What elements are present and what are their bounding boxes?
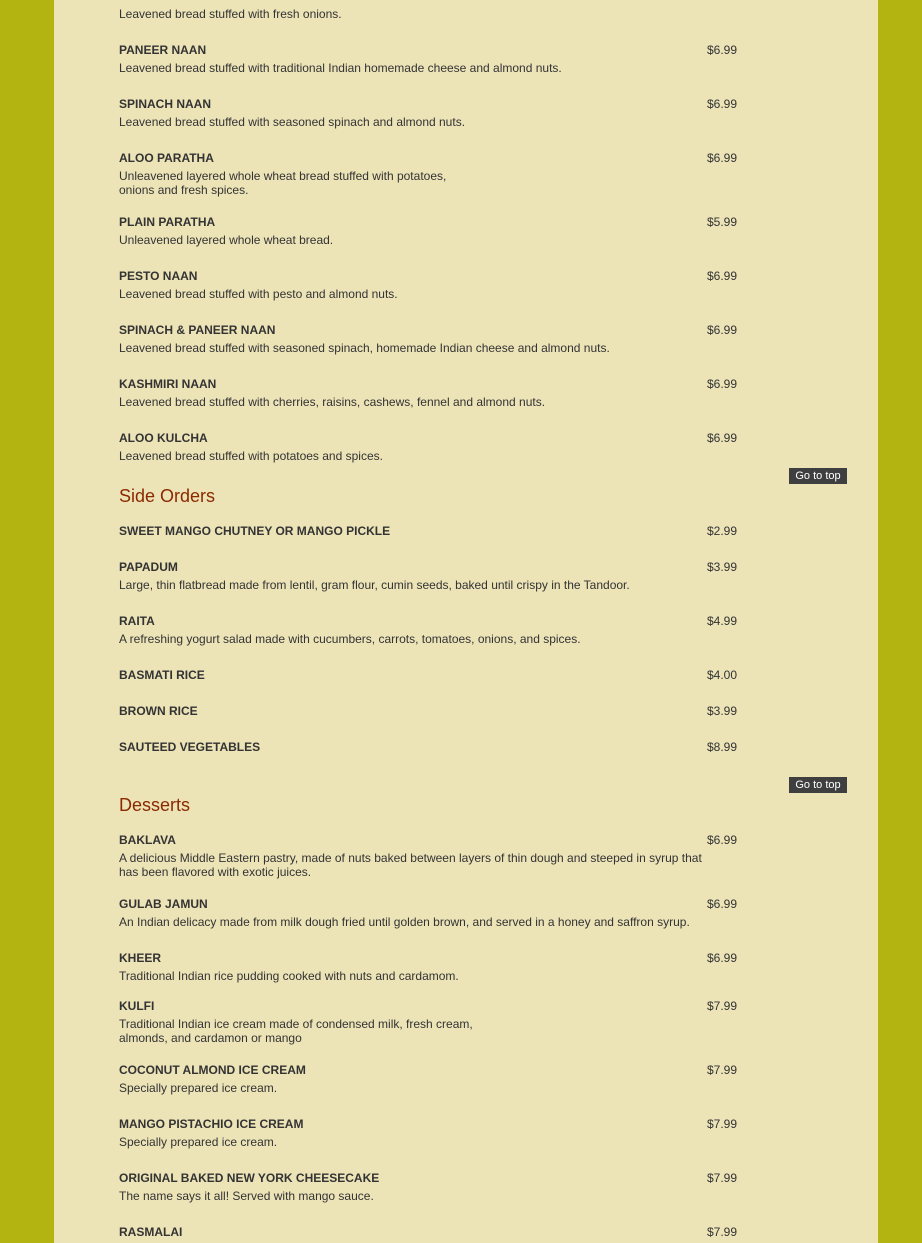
menu-item-name: SWEET MANGO CHUTNEY OR MANGO PICKLE: [119, 524, 391, 538]
go-to-top-button[interactable]: Go to top: [789, 777, 847, 793]
item-description: Large, thin flatbread made from lentil, gram flour, cumin seeds, baked until crispy in the Tandoor.: [119, 578, 630, 592]
menu-item-price: $6.99: [707, 323, 738, 337]
menu-page: [54, 0, 878, 1243]
menu-item-name: BASMATI RICE: [119, 668, 205, 682]
menu-item-price: $7.99: [707, 1063, 738, 1077]
menu-item-price: $6.99: [707, 833, 738, 847]
item-description: Leavened bread stuffed with fresh onions.: [119, 7, 342, 21]
menu-item-price: $6.99: [707, 431, 738, 445]
item-description: Leavened bread stuffed with traditional Indian homemade cheese and almond nuts.: [119, 61, 562, 75]
item-description: An Indian delicacy made from milk dough fried until golden brown, and served in a honey and saffron syrup.: [119, 915, 690, 929]
item-description: Unleavened layered whole wheat bread stuffed with potatoes,: [119, 169, 447, 183]
menu-item-name: KULFI: [119, 999, 155, 1013]
item-description: A delicious Middle Eastern pastry, made of nuts baked between layers of thin dough and steeped in syrup that: [119, 851, 702, 865]
menu-item-price: $7.99: [707, 1225, 738, 1239]
menu-item-price: $6.99: [707, 951, 738, 965]
menu-item-price: $6.99: [707, 897, 738, 911]
item-description: Traditional Indian ice cream made of condensed milk, fresh cream,: [119, 1017, 473, 1031]
item-description: A refreshing yogurt salad made with cucumbers, carrots, tomatoes, onions, and spices.: [119, 632, 581, 646]
item-description-line2: onions and fresh spices.: [119, 183, 249, 197]
item-description-line2: has been flavored with exotic juices.: [119, 865, 312, 879]
item-description: Traditional Indian rice pudding cooked with nuts and cardamom.: [119, 969, 459, 983]
menu-item-name: PESTO NAAN: [119, 269, 198, 283]
menu-item-name: PAPADUM: [119, 560, 178, 574]
menu-item-name: ALOO KULCHA: [119, 431, 208, 445]
item-description: Leavened bread stuffed with seasoned spinach, homemade Indian cheese and almond nuts.: [119, 341, 610, 355]
menu-item-price: $7.99: [707, 999, 738, 1013]
item-description: Specially prepared ice cream.: [119, 1081, 278, 1095]
menu-item-price: $6.99: [707, 377, 738, 391]
section-title-side-orders: Side Orders: [119, 486, 216, 506]
menu-item-price: $8.99: [707, 740, 738, 754]
menu-item-price: $6.99: [707, 97, 738, 111]
menu-item-name: PANEER NAAN: [119, 43, 207, 57]
menu-item-name: RASMALAI: [119, 1225, 183, 1239]
menu-item-name: PLAIN PARATHA: [119, 215, 216, 229]
menu-item-price: $2.99: [707, 524, 738, 538]
item-description: The name says it all! Served with mango sauce.: [119, 1189, 374, 1203]
menu-item-price: $5.99: [707, 215, 738, 229]
menu-item-price: $4.99: [707, 614, 738, 628]
menu-item-name: SPINACH NAAN: [119, 97, 212, 111]
menu-item-price: $6.99: [707, 43, 738, 57]
item-description: Leavened bread stuffed with seasoned spinach and almond nuts.: [119, 115, 466, 129]
menu-item-price: $4.00: [707, 668, 738, 682]
menu-item-name: BROWN RICE: [119, 704, 198, 718]
menu-item-price: $3.99: [707, 560, 738, 574]
item-description: Leavened bread stuffed with cherries, raisins, cashews, fennel and almond nuts.: [119, 395, 546, 409]
menu-item-name: ORIGINAL BAKED NEW YORK CHEESECAKE: [119, 1171, 380, 1185]
menu-item-name: MANGO PISTACHIO ICE CREAM: [119, 1117, 304, 1131]
item-description: Leavened bread stuffed with potatoes and spices.: [119, 449, 383, 463]
menu-item-name: KASHMIRI NAAN: [119, 377, 217, 391]
item-description-line2: almonds, and cardamon or mango: [119, 1031, 302, 1045]
item-description: Specially prepared ice cream.: [119, 1135, 278, 1149]
menu-item-price: $7.99: [707, 1117, 738, 1131]
menu-item-price: $6.99: [707, 269, 738, 283]
item-description: Leavened bread stuffed with pesto and almond nuts.: [119, 287, 398, 301]
go-to-top-button[interactable]: Go to top: [789, 468, 847, 484]
item-description: Unleavened layered whole wheat bread.: [119, 233, 334, 247]
menu-item-price: $7.99: [707, 1171, 738, 1185]
menu-item-name: KHEER: [119, 951, 162, 965]
menu-item-name: GULAB JAMUN: [119, 897, 208, 911]
menu-item-name: ALOO PARATHA: [119, 151, 214, 165]
menu-item-name: RAITA: [119, 614, 155, 628]
menu-item-name: SPINACH & PANEER NAAN: [119, 323, 276, 337]
menu-item-price: $3.99: [707, 704, 738, 718]
menu-item-price: $6.99: [707, 151, 738, 165]
menu-item-name: BAKLAVA: [119, 833, 176, 847]
section-title-desserts: Desserts: [119, 795, 191, 815]
menu-item-name: COCONUT ALMOND ICE CREAM: [119, 1063, 306, 1077]
menu-item-name: SAUTEED VEGETABLES: [119, 740, 261, 754]
